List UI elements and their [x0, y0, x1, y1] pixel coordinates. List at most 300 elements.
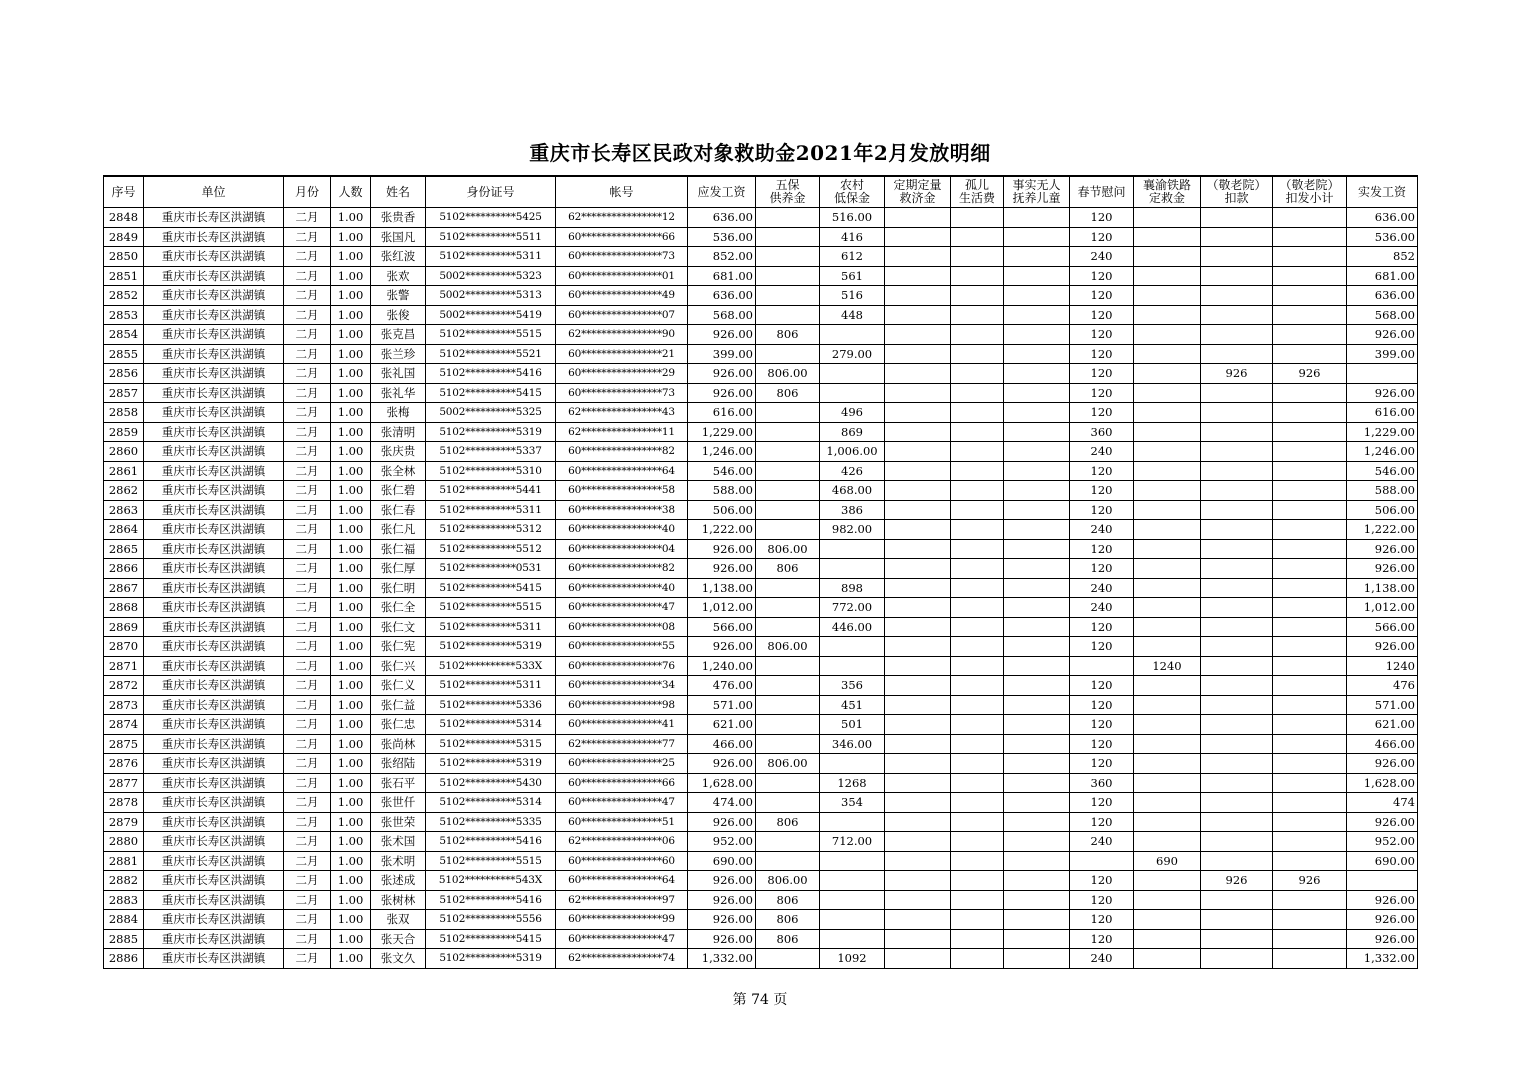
table-row: [104, 793, 1418, 813]
cell-dibao: [820, 890, 885, 910]
cell-guer: [951, 305, 1004, 325]
cell-dibao: 1268: [820, 773, 885, 793]
cell-dingqi: [885, 754, 951, 774]
cell-xiangyu: [1134, 227, 1201, 247]
cell-wubao: [756, 403, 820, 423]
cell-month: 二月: [284, 208, 331, 228]
page-number: 第 74 页: [732, 992, 788, 1008]
cell-shishi: [1004, 481, 1070, 501]
column-header-guer: 孤儿 生活费: [951, 176, 1004, 208]
cell-dingqi: [885, 286, 951, 306]
cell-unit: 重庆市长寿区洪湖镇: [144, 734, 284, 754]
cell-persons: 1.00: [331, 208, 371, 228]
cell-persons: 1.00: [331, 461, 371, 481]
cell-id: 5102**********5311: [426, 617, 556, 637]
cell-account: 60****************04: [556, 539, 688, 559]
cell-name: 张仁忠: [371, 715, 426, 735]
cell-account: 60****************01: [556, 266, 688, 286]
cell-dingqi: [885, 578, 951, 598]
cell-name: 张俊: [371, 305, 426, 325]
cell-month: 二月: [284, 793, 331, 813]
column-header-payable: 应发工资: [688, 176, 756, 208]
cell-shishi: [1004, 773, 1070, 793]
cell-wubao: 806: [756, 383, 820, 403]
cell-jlyxj: [1273, 715, 1347, 735]
cell-id: 5102**********5430: [426, 773, 556, 793]
cell-id: 5102**********5310: [426, 461, 556, 481]
cell-xiangyu: [1134, 305, 1201, 325]
cell-dibao: 468.00: [820, 481, 885, 501]
cell-dibao: 712.00: [820, 832, 885, 852]
cell-account: 60****************66: [556, 773, 688, 793]
cell-id: 5002**********5325: [426, 403, 556, 423]
cell-actual: 1,012.00: [1347, 598, 1418, 618]
cell-persons: 1.00: [331, 364, 371, 384]
cell-dingqi: [885, 773, 951, 793]
cell-name: 张仁宪: [371, 637, 426, 657]
cell-payable: 566.00: [688, 617, 756, 637]
cell-jlykk: [1201, 266, 1273, 286]
cell-xiangyu: [1134, 500, 1201, 520]
cell-wubao: 806.00: [756, 754, 820, 774]
cell-guer: [951, 617, 1004, 637]
cell-xiangyu: [1134, 344, 1201, 364]
table-row: [104, 539, 1418, 559]
cell-jlykk: [1201, 637, 1273, 657]
cell-chunjie: 120: [1070, 695, 1134, 715]
table-row: [104, 676, 1418, 696]
cell-id: 5002**********5419: [426, 305, 556, 325]
cell-dingqi: [885, 383, 951, 403]
cell-jlykk: [1201, 812, 1273, 832]
cell-persons: 1.00: [331, 793, 371, 813]
cell-id: 5102**********533X: [426, 656, 556, 676]
cell-shishi: [1004, 793, 1070, 813]
cell-chunjie: 120: [1070, 910, 1134, 930]
cell-shishi: [1004, 266, 1070, 286]
cell-account: 60****************41: [556, 715, 688, 735]
cell-account: 60****************99: [556, 910, 688, 930]
cell-payable: 546.00: [688, 461, 756, 481]
table-row: [104, 559, 1418, 579]
cell-shishi: [1004, 422, 1070, 442]
cell-account: 60****************76: [556, 656, 688, 676]
cell-id: 5002**********5313: [426, 286, 556, 306]
cell-payable: 926.00: [688, 559, 756, 579]
cell-month: 二月: [284, 949, 331, 969]
cell-dingqi: [885, 305, 951, 325]
table-row: [104, 734, 1418, 754]
cell-dingqi: [885, 851, 951, 871]
cell-payable: 926.00: [688, 754, 756, 774]
cell-persons: 1.00: [331, 559, 371, 579]
cell-guer: [951, 676, 1004, 696]
cell-dibao: [820, 637, 885, 657]
cell-jlykk: [1201, 325, 1273, 345]
cell-xiangyu: [1134, 559, 1201, 579]
cell-account: 60****************40: [556, 578, 688, 598]
cell-month: 二月: [284, 637, 331, 657]
cell-name: 张仁碧: [371, 481, 426, 501]
cell-account: 62****************74: [556, 949, 688, 969]
cell-name: 张尚林: [371, 734, 426, 754]
cell-unit: 重庆市长寿区洪湖镇: [144, 598, 284, 618]
cell-guer: [951, 598, 1004, 618]
cell-name: 张文久: [371, 949, 426, 969]
cell-unit: 重庆市长寿区洪湖镇: [144, 422, 284, 442]
cell-month: 二月: [284, 851, 331, 871]
cell-dibao: 346.00: [820, 734, 885, 754]
cell-payable: 399.00: [688, 344, 756, 364]
table-row: [104, 754, 1418, 774]
cell-month: 二月: [284, 578, 331, 598]
cell-persons: 1.00: [331, 227, 371, 247]
cell-dibao: 354: [820, 793, 885, 813]
cell-unit: 重庆市长寿区洪湖镇: [144, 851, 284, 871]
cell-dingqi: [885, 325, 951, 345]
cell-name: 张礼华: [371, 383, 426, 403]
cell-dibao: 772.00: [820, 598, 885, 618]
cell-actual: 636.00: [1347, 208, 1418, 228]
cell-jlyxj: [1273, 325, 1347, 345]
cell-unit: 重庆市长寿区洪湖镇: [144, 481, 284, 501]
cell-dingqi: [885, 364, 951, 384]
cell-dibao: 426: [820, 461, 885, 481]
cell-account: 62****************12: [556, 208, 688, 228]
cell-chunjie: 360: [1070, 773, 1134, 793]
cell-account: 60****************08: [556, 617, 688, 637]
cell-wubao: [756, 461, 820, 481]
cell-id: 5102**********5416: [426, 890, 556, 910]
cell-name: 张术明: [371, 851, 426, 871]
cell-dingqi: [885, 208, 951, 228]
cell-unit: 重庆市长寿区洪湖镇: [144, 247, 284, 267]
cell-jlykk: [1201, 832, 1273, 852]
cell-actual: 952.00: [1347, 832, 1418, 852]
cell-account: 60****************51: [556, 812, 688, 832]
cell-id: 5002**********5323: [426, 266, 556, 286]
cell-dingqi: [885, 715, 951, 735]
cell-payable: 616.00: [688, 403, 756, 423]
cell-jlykk: [1201, 500, 1273, 520]
cell-dingqi: [885, 910, 951, 930]
cell-month: 二月: [284, 754, 331, 774]
cell-account: 60****************73: [556, 247, 688, 267]
cell-jlykk: [1201, 247, 1273, 267]
cell-shishi: [1004, 247, 1070, 267]
table-row: [104, 286, 1418, 306]
cell-account: 60****************58: [556, 481, 688, 501]
cell-wubao: 806.00: [756, 364, 820, 384]
cell-actual: 399.00: [1347, 344, 1418, 364]
column-header-unit: 单位: [144, 176, 284, 208]
cell-xiangyu: [1134, 461, 1201, 481]
cell-shishi: [1004, 890, 1070, 910]
cell-guer: [951, 734, 1004, 754]
cell-shishi: [1004, 383, 1070, 403]
cell-name: 张仁凡: [371, 520, 426, 540]
cell-shishi: [1004, 461, 1070, 481]
cell-jlyxj: [1273, 539, 1347, 559]
cell-id: 5102**********5416: [426, 364, 556, 384]
cell-chunjie: 240: [1070, 520, 1134, 540]
table-row: [104, 929, 1418, 949]
cell-wubao: [756, 305, 820, 325]
cell-jlyxj: [1273, 247, 1347, 267]
cell-wubao: [756, 266, 820, 286]
cell-month: 二月: [284, 520, 331, 540]
cell-persons: 1.00: [331, 871, 371, 891]
table-header-row: [104, 176, 1418, 208]
cell-dibao: 448: [820, 305, 885, 325]
cell-account: 60****************21: [556, 344, 688, 364]
cell-xiangyu: [1134, 637, 1201, 657]
cell-jlykk: [1201, 598, 1273, 618]
cell-jlyxj: [1273, 559, 1347, 579]
column-header-jlykk: （敬老院） 扣款: [1201, 176, 1273, 208]
cell-unit: 重庆市长寿区洪湖镇: [144, 500, 284, 520]
cell-actual: 1,138.00: [1347, 578, 1418, 598]
cell-actual: 926.00: [1347, 910, 1418, 930]
cell-account: 60****************29: [556, 364, 688, 384]
cell-actual: 926.00: [1347, 754, 1418, 774]
cell-unit: 重庆市长寿区洪湖镇: [144, 325, 284, 345]
cell-unit: 重庆市长寿区洪湖镇: [144, 754, 284, 774]
cell-unit: 重庆市长寿区洪湖镇: [144, 929, 284, 949]
cell-seq: 2875: [104, 734, 144, 754]
cell-persons: 1.00: [331, 325, 371, 345]
cell-id: 5102**********543X: [426, 871, 556, 891]
cell-xiangyu: [1134, 403, 1201, 423]
cell-month: 二月: [284, 734, 331, 754]
cell-persons: 1.00: [331, 617, 371, 637]
cell-xiangyu: [1134, 208, 1201, 228]
column-header-account: 帐号: [556, 176, 688, 208]
cell-jlykk: [1201, 773, 1273, 793]
cell-wubao: [756, 520, 820, 540]
cell-wubao: [756, 656, 820, 676]
cell-xiangyu: [1134, 773, 1201, 793]
cell-wubao: [756, 851, 820, 871]
cell-account: 60****************49: [556, 286, 688, 306]
cell-month: 二月: [284, 910, 331, 930]
cell-month: 二月: [284, 617, 331, 637]
cell-shishi: [1004, 578, 1070, 598]
cell-payable: 926.00: [688, 890, 756, 910]
column-header-xiangyu: 襄渝铁路 定救金: [1134, 176, 1201, 208]
cell-payable: 926.00: [688, 325, 756, 345]
cell-guer: [951, 656, 1004, 676]
cell-guer: [951, 364, 1004, 384]
cell-jlyxj: [1273, 442, 1347, 462]
cell-chunjie: 120: [1070, 734, 1134, 754]
cell-chunjie: 120: [1070, 305, 1134, 325]
cell-dingqi: [885, 812, 951, 832]
cell-actual: 926.00: [1347, 325, 1418, 345]
cell-guer: [951, 929, 1004, 949]
cell-guer: [951, 461, 1004, 481]
cell-chunjie: 120: [1070, 500, 1134, 520]
cell-xiangyu: [1134, 422, 1201, 442]
cell-payable: 466.00: [688, 734, 756, 754]
cell-guer: [951, 559, 1004, 579]
cell-payable: 926.00: [688, 812, 756, 832]
table-row: [104, 325, 1418, 345]
cell-dibao: 446.00: [820, 617, 885, 637]
cell-guer: [951, 422, 1004, 442]
cell-payable: 926.00: [688, 910, 756, 930]
cell-unit: 重庆市长寿区洪湖镇: [144, 305, 284, 325]
cell-dingqi: [885, 403, 951, 423]
cell-payable: 621.00: [688, 715, 756, 735]
cell-xiangyu: [1134, 890, 1201, 910]
cell-shishi: [1004, 656, 1070, 676]
cell-id: 5102**********5416: [426, 832, 556, 852]
cell-guer: [951, 227, 1004, 247]
cell-chunjie: 120: [1070, 812, 1134, 832]
cell-month: 二月: [284, 559, 331, 579]
cell-chunjie: 120: [1070, 793, 1134, 813]
column-header-actual: 实发工资: [1347, 176, 1418, 208]
table-row: [104, 266, 1418, 286]
cell-actual: 926.00: [1347, 539, 1418, 559]
cell-seq: 2864: [104, 520, 144, 540]
cell-shishi: [1004, 929, 1070, 949]
cell-id: 5102**********5337: [426, 442, 556, 462]
cell-month: 二月: [284, 500, 331, 520]
cell-dingqi: [885, 734, 951, 754]
cell-seq: 2855: [104, 344, 144, 364]
relief-payment-table: [103, 175, 1418, 969]
table-row: [104, 383, 1418, 403]
cell-payable: 1,012.00: [688, 598, 756, 618]
cell-unit: 重庆市长寿区洪湖镇: [144, 832, 284, 852]
cell-unit: 重庆市长寿区洪湖镇: [144, 578, 284, 598]
cell-wubao: 806: [756, 929, 820, 949]
cell-chunjie: 120: [1070, 715, 1134, 735]
cell-shishi: [1004, 500, 1070, 520]
cell-seq: 2883: [104, 890, 144, 910]
column-header-dingqi: 定期定量 救济金: [885, 176, 951, 208]
cell-jlykk: [1201, 890, 1273, 910]
cell-unit: 重庆市长寿区洪湖镇: [144, 910, 284, 930]
cell-wubao: [756, 208, 820, 228]
cell-id: 5102**********5441: [426, 481, 556, 501]
cell-name: 张贵香: [371, 208, 426, 228]
cell-id: 5102**********5415: [426, 383, 556, 403]
cell-account: 60****************82: [556, 442, 688, 462]
cell-id: 5102**********0531: [426, 559, 556, 579]
cell-unit: 重庆市长寿区洪湖镇: [144, 383, 284, 403]
cell-jlykk: 926: [1201, 364, 1273, 384]
cell-chunjie: 120: [1070, 676, 1134, 696]
cell-actual: 926.00: [1347, 637, 1418, 657]
cell-actual: 926.00: [1347, 929, 1418, 949]
cell-wubao: [756, 344, 820, 364]
cell-seq: 2870: [104, 637, 144, 657]
cell-seq: 2871: [104, 656, 144, 676]
cell-dingqi: [885, 656, 951, 676]
cell-seq: 2857: [104, 383, 144, 403]
cell-jlykk: [1201, 286, 1273, 306]
cell-payable: 636.00: [688, 208, 756, 228]
cell-jlykk: [1201, 383, 1273, 403]
cell-dingqi: [885, 442, 951, 462]
cell-actual: 1,628.00: [1347, 773, 1418, 793]
cell-dingqi: [885, 832, 951, 852]
table-row: [104, 227, 1418, 247]
cell-dingqi: [885, 929, 951, 949]
cell-jlyxj: [1273, 793, 1347, 813]
cell-chunjie: 120: [1070, 929, 1134, 949]
cell-seq: 2880: [104, 832, 144, 852]
cell-chunjie: 120: [1070, 617, 1134, 637]
cell-persons: 1.00: [331, 383, 371, 403]
cell-jlykk: [1201, 227, 1273, 247]
cell-guer: [951, 266, 1004, 286]
cell-seq: 2859: [104, 422, 144, 442]
cell-xiangyu: [1134, 871, 1201, 891]
cell-name: 张仁义: [371, 676, 426, 696]
cell-xiangyu: [1134, 734, 1201, 754]
table-row: [104, 461, 1418, 481]
cell-month: 二月: [284, 344, 331, 364]
cell-payable: 1,332.00: [688, 949, 756, 969]
cell-unit: 重庆市长寿区洪湖镇: [144, 715, 284, 735]
cell-name: 张礼国: [371, 364, 426, 384]
table-row: [104, 637, 1418, 657]
cell-persons: 1.00: [331, 910, 371, 930]
cell-account: 60****************64: [556, 871, 688, 891]
cell-chunjie: 120: [1070, 559, 1134, 579]
cell-unit: 重庆市长寿区洪湖镇: [144, 871, 284, 891]
cell-jlyxj: [1273, 403, 1347, 423]
cell-account: 60****************64: [556, 461, 688, 481]
cell-dingqi: [885, 500, 951, 520]
cell-jlykk: [1201, 578, 1273, 598]
cell-jlyxj: [1273, 617, 1347, 637]
cell-jlyxj: [1273, 286, 1347, 306]
cell-xiangyu: [1134, 286, 1201, 306]
cell-chunjie: 240: [1070, 949, 1134, 969]
cell-jlykk: [1201, 305, 1273, 325]
cell-wubao: [756, 422, 820, 442]
cell-month: 二月: [284, 695, 331, 715]
cell-wubao: [756, 247, 820, 267]
cell-wubao: [756, 793, 820, 813]
cell-actual: 926.00: [1347, 559, 1418, 579]
cell-jlyxj: [1273, 578, 1347, 598]
cell-jlyxj: [1273, 305, 1347, 325]
table-row: [104, 305, 1418, 325]
cell-id: 5102**********5311: [426, 676, 556, 696]
cell-month: 二月: [284, 871, 331, 891]
cell-shishi: [1004, 637, 1070, 657]
cell-wubao: 806: [756, 559, 820, 579]
cell-seq: 2877: [104, 773, 144, 793]
cell-id: 5102**********5556: [426, 910, 556, 930]
cell-persons: 1.00: [331, 305, 371, 325]
cell-month: 二月: [284, 890, 331, 910]
cell-name: 张石平: [371, 773, 426, 793]
cell-dingqi: [885, 422, 951, 442]
cell-xiangyu: [1134, 364, 1201, 384]
cell-wubao: [756, 578, 820, 598]
cell-seq: 2886: [104, 949, 144, 969]
cell-unit: 重庆市长寿区洪湖镇: [144, 676, 284, 696]
cell-jlyxj: [1273, 832, 1347, 852]
table-row: [104, 851, 1418, 871]
